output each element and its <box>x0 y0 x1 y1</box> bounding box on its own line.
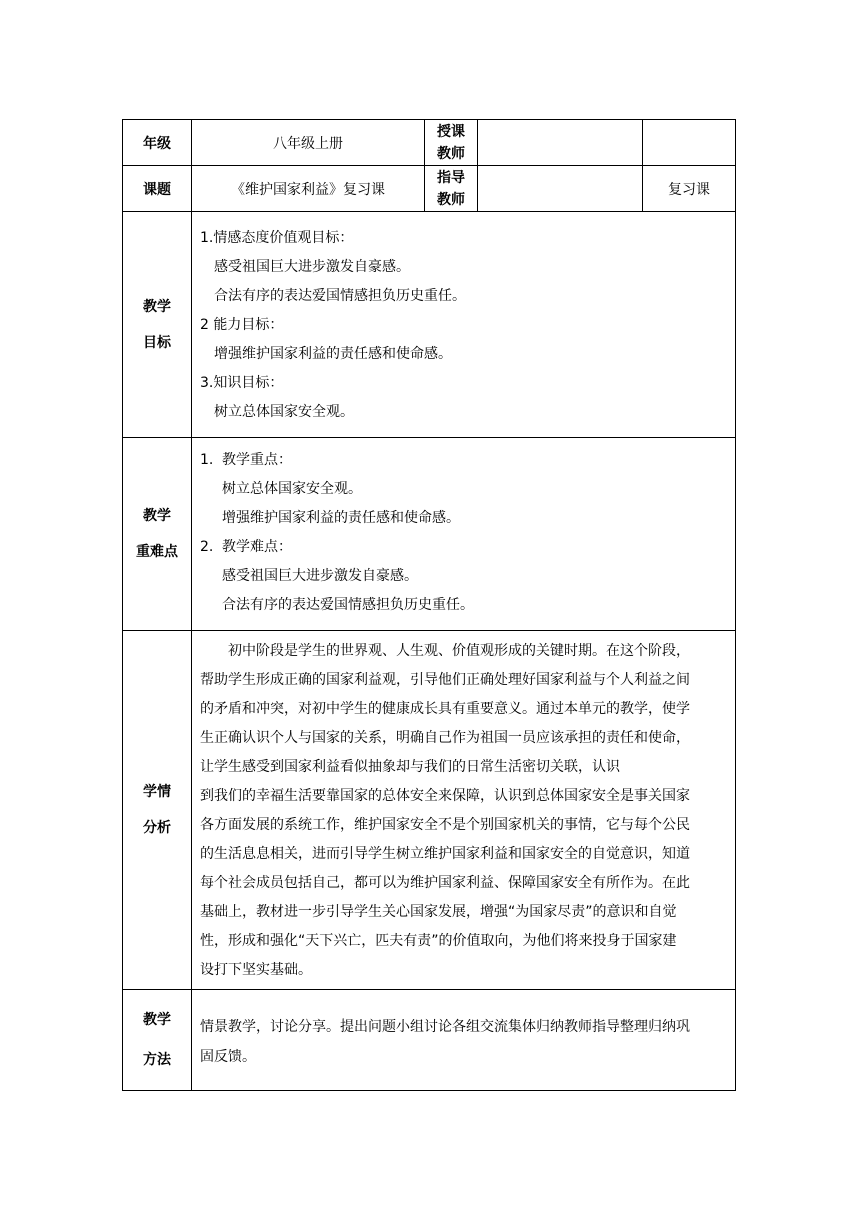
lesson-type: 复习课 <box>643 166 736 212</box>
analysis-line: 到我们的幸福生活要靠国家的总体安全来保障，认识到总体国家安全是事关国家 <box>200 788 690 804</box>
method-line: 固反馈。 <box>200 1049 256 1065</box>
analysis-line: 帮助学生形成正确的国家利益观，引导他们正确处理好国家利益与个人利益之间 <box>200 672 690 688</box>
analysis-line: 让学生感受到国家利益看似抽象却与我们的日常生活密切关联，认识 <box>200 759 620 775</box>
analysis-row <box>123 631 736 990</box>
method-line: 情景教学，讨论分享。提出问题小组讨论各组交流集体归纳教师指导整理归纳巩 <box>200 1019 690 1035</box>
key-points-item2 <box>200 533 727 562</box>
analysis-line: 性，形成和强化“天下兴亡，匹夫有责”的价值取向，为他们将来投身于国家建 <box>200 933 677 949</box>
advisor-label <box>425 166 478 212</box>
analysis-label-line1: 学情 <box>143 784 171 800</box>
item2-title: 教学难点： <box>222 539 292 555</box>
topic-label: 课题 <box>123 166 192 212</box>
key-points-label-line1: 教学 <box>143 508 171 524</box>
objective-line: 合法有序的表达爱国情感担负历史重任。 <box>214 288 466 304</box>
difficult-point-line: 合法有序的表达爱国情感担负历史重任。 <box>222 597 474 613</box>
objective-line: 2 能力目标： <box>200 317 284 333</box>
teacher-label-line2: 教师 <box>437 145 465 162</box>
method-row <box>123 990 736 1091</box>
advisor-label-line2: 教师 <box>437 191 465 208</box>
objectives-label-line2: 目标 <box>143 334 171 351</box>
analysis-line: 初中阶段是学生的世界观、人生观、价值观形成的关键时期。在这个阶段， <box>228 643 690 659</box>
objectives-label <box>123 212 192 438</box>
analysis-label-line2: 分析 <box>143 820 171 836</box>
analysis-line: 每个社会成员包括自己，都可以为维护国家利益、保障国家安全有所作为。在此 <box>200 875 690 891</box>
objective-line: 1.情感态度价值观目标： <box>200 230 354 246</box>
key-points-item1 <box>200 446 727 475</box>
key-points-label <box>123 438 192 631</box>
item1-title: 教学重点： <box>222 452 292 468</box>
objective-line: 3.知识目标： <box>200 375 284 391</box>
analysis-line: 基础上，教材进一步引导学生关心国家发展，增强“为国家尽责”的意识和自觉 <box>200 904 677 920</box>
objectives-row <box>123 212 736 438</box>
advisor-label-line1: 指导 <box>437 169 465 186</box>
analysis-content <box>192 631 736 990</box>
method-content <box>192 990 736 1091</box>
grade-row <box>123 120 736 166</box>
method-label <box>123 990 192 1091</box>
item1-number: 1. <box>200 452 214 468</box>
analysis-line: 各方面发展的系统工作，维护国家安全不是个别国家机关的事情，它与每个公民 <box>200 817 690 833</box>
key-point-line: 增强维护国家利益的责任感和使命感。 <box>222 510 460 526</box>
advisor-value <box>478 166 643 212</box>
key-points-content <box>192 438 736 631</box>
teacher-value <box>478 120 643 166</box>
extra-value <box>643 120 736 166</box>
item2-number: 2. <box>200 539 214 555</box>
topic-row <box>123 166 736 212</box>
grade-label: 年级 <box>123 120 192 166</box>
objectives-label-line1: 教学 <box>143 298 171 315</box>
objective-line: 增强维护国家利益的责任感和使命感。 <box>214 346 452 362</box>
analysis-line: 生正确认识个人与国家的关系，明确自己作为祖国一员应该承担的责任和使命， <box>200 730 690 746</box>
topic-value: 《维护国家利益》复习课 <box>192 166 425 212</box>
key-points-label-line2: 重难点 <box>136 544 178 560</box>
analysis-line: 设打下坚实基础。 <box>200 962 312 978</box>
key-point-line: 树立总体国家安全观。 <box>222 481 362 497</box>
analysis-line: 的矛盾和冲突，对初中学生的健康成长具有重要意义。通过本单元的教学，使学 <box>200 701 690 717</box>
lesson-plan-table <box>122 119 736 1091</box>
grade-value: 八年级上册 <box>192 120 425 166</box>
difficult-point-line: 感受祖国巨大进步激发自豪感。 <box>222 568 418 584</box>
teacher-label <box>425 120 478 166</box>
method-label-line1: 教学 <box>143 1012 171 1028</box>
analysis-label <box>123 631 192 990</box>
method-label-line2: 方法 <box>143 1052 171 1068</box>
analysis-line: 的生活息息相关，进而引导学生树立维护国家利益和国家安全的自觉意识，知道 <box>200 846 690 862</box>
teacher-label-line1: 授课 <box>437 123 465 140</box>
objective-line: 树立总体国家安全观。 <box>214 404 354 420</box>
objective-line: 感受祖国巨大进步激发自豪感。 <box>214 259 410 275</box>
objectives-content <box>192 212 736 438</box>
key-points-row <box>123 438 736 631</box>
